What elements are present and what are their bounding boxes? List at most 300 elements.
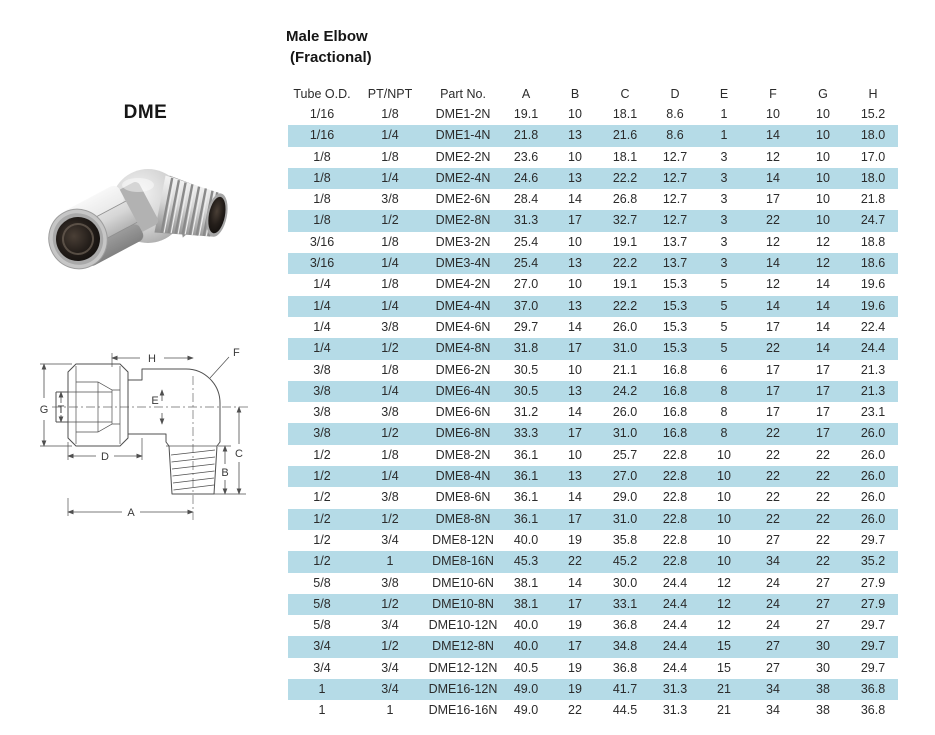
table-cell: DME2-6N [435,192,491,207]
table-cell: 10 [816,170,830,185]
table-cell: DME6-2N [435,362,491,377]
table-cell: 10 [816,149,830,164]
table-cell: 3/4 [381,682,399,697]
table-cell: 14 [568,319,582,334]
table-cell: 21 [717,703,731,718]
table-cell: 22 [766,469,780,484]
table-cell: DME8-8N [435,511,491,526]
table-cell: 14 [816,298,830,313]
table-row [288,210,898,231]
table-cell: 24.4 [662,575,688,590]
table-cell: 27 [766,660,780,675]
table-cell: 36.8 [860,703,886,718]
table-cell: 19.1 [612,234,638,249]
table-cell: 10 [568,234,582,249]
table-cell: 1 [386,554,394,569]
table-cell: 22.4 [860,319,886,334]
table-cell: 31.0 [612,511,638,526]
table-cell: 15 [717,660,731,675]
dim-label-t: T [57,404,65,416]
table-cell: 19 [568,660,582,675]
table-cell: 18.0 [860,170,886,185]
table-cell: 3 [720,149,728,164]
table-cell: 3/16 [309,256,335,271]
table-cell: DME1-4N [435,128,491,143]
table-cell: 40.0 [513,639,539,654]
table-cell: 10 [816,107,830,121]
table-cell: 30 [816,639,830,654]
table-cell: 14 [568,490,582,505]
table-cell: 49.0 [513,703,539,718]
table-cell: 10 [717,447,731,462]
table-cell: 5/8 [313,575,331,590]
table-cell: 27 [766,532,780,547]
table-cell: 34.8 [612,639,638,654]
table-cell: 1/4 [381,298,399,313]
table-row [288,423,898,444]
specular-highlight [122,178,154,192]
table-cell: 12.7 [662,213,688,228]
table-cell: 40.0 [513,618,539,633]
table-cell: DME6-4N [435,383,491,398]
table-cell: 6 [720,362,728,377]
table-cell: 22.8 [662,469,688,484]
table-cell: 34 [766,682,780,697]
table-cell: 22 [766,511,780,526]
table-cell: 14 [766,170,780,185]
table-cell: 17 [568,511,582,526]
dim-label-c: C [235,448,243,460]
table-cell: 21 [717,682,731,697]
table-cell: 24.4 [662,618,688,633]
table-cell: 38.1 [513,596,539,611]
table-cell: DME10-8N [432,596,494,611]
table-cell: 1/2 [313,447,331,462]
table-cell: 1/8 [381,362,399,377]
column-header: C [620,87,630,101]
table-row [288,402,898,423]
header-row [288,84,898,104]
table-cell: 15.3 [662,319,688,334]
table-cell: 17 [568,639,582,654]
table-cell: 22 [766,341,780,356]
table-cell: 14 [816,319,830,334]
table-cell: 13 [568,298,582,313]
table-row [288,147,898,168]
table-cell: 3/8 [381,405,399,420]
table-row [288,615,898,636]
table-cell: 21.3 [860,362,886,377]
table-cell: 8 [720,405,728,420]
table-cell: 25.4 [513,234,539,249]
table-cell: 24.2 [612,383,638,398]
table-cell: 17 [816,362,830,377]
table-row [288,104,898,125]
table-cell: 13 [568,170,582,185]
table-cell: 16.8 [662,383,688,398]
table-cell: 29.7 [513,319,539,334]
table-cell: 16.8 [662,362,688,377]
table-cell: 19 [568,618,582,633]
table-cell: 1/4 [381,128,399,143]
table-cell: 21.6 [612,128,638,143]
table-cell: 22.8 [662,447,688,462]
table-cell: 1/8 [313,170,331,185]
table-cell: 17 [568,596,582,611]
table-cell: 1/4 [381,469,399,484]
table-cell: 24.4 [662,596,688,611]
table-cell: 22 [816,511,830,526]
table-cell: 1/2 [381,511,399,526]
table-cell: DME8-16N [432,554,494,569]
table-cell: 3/4 [381,532,399,547]
table-row [288,189,898,210]
table-cell: 41.7 [612,682,638,697]
column-header: F [769,87,777,101]
table-cell: 23.6 [513,149,539,164]
table-cell: 13.7 [662,256,688,271]
table-cell: 13 [568,256,582,271]
table-cell: 1/4 [381,256,399,271]
table-row [288,594,898,615]
table-row [288,274,898,295]
table-cell: 1/8 [381,149,399,164]
table-cell: 21.8 [860,192,886,207]
table-cell: 22 [816,532,830,547]
table-cell: 34 [766,703,780,718]
table-cell: 25.4 [513,256,539,271]
table-cell: 26.0 [612,319,638,334]
table-cell: 3 [720,234,728,249]
table-cell: 31.0 [612,341,638,356]
table-cell: 26.0 [860,469,886,484]
table-cell: DME12-8N [432,639,494,654]
column-header: A [521,87,531,101]
table-row [288,317,898,338]
table-cell: 1/2 [313,554,331,569]
table-cell: 1/2 [381,213,399,228]
table-cell: 21.8 [513,128,539,143]
table-cell: 19.1 [513,107,539,121]
table-cell: 3/8 [381,192,399,207]
table-cell: 26.8 [612,192,638,207]
table-cell: 22 [766,447,780,462]
table-cell: 10 [816,192,830,207]
table-cell: 27.9 [860,596,886,611]
table-cell: 21.1 [612,362,638,377]
table-cell: 10 [766,107,780,121]
table-cell: 22 [568,703,582,718]
table-cell: 12.7 [662,192,688,207]
table-cell: 17 [568,426,582,441]
table-cell: 13.7 [662,234,688,249]
table-cell: 23.1 [860,405,886,420]
table-cell: 18.1 [612,149,638,164]
dim-label-a: A [127,507,135,519]
table-cell: 24 [766,596,780,611]
column-header: Tube O.D. [293,87,351,101]
page-title [286,26,372,68]
table-cell: 8.6 [666,128,684,143]
table-row [288,338,898,359]
table-cell: 1 [318,682,326,697]
table-cell: 18.6 [860,256,886,271]
table-cell: 22 [816,447,830,462]
table-cell: 29.7 [860,660,886,675]
table-cell: 10 [816,128,830,143]
table-cell: 27 [816,575,830,590]
table-cell: DME16-16N [428,703,498,718]
table-cell: 38.1 [513,575,539,590]
table-cell: 3/4 [381,618,399,633]
table-cell: 34 [766,554,780,569]
table-cell: 1/8 [313,149,331,164]
table-cell: 29.7 [860,639,886,654]
table-cell: 26.0 [860,511,886,526]
table-cell: 5/8 [313,596,331,611]
dim-label-e: E [151,395,159,407]
table-cell: 19.6 [860,277,886,292]
elbow-profile [56,364,220,494]
table-cell: 1/8 [381,277,399,292]
column-header: B [570,87,580,101]
table-cell: 22.8 [662,490,688,505]
table-cell: 10 [717,511,731,526]
table-cell: 19 [568,532,582,547]
table-cell: 26.0 [860,426,886,441]
table-cell: 12 [766,234,780,249]
table-row [288,445,898,466]
table-cell: 14 [568,575,582,590]
table-cell: 44.5 [612,703,638,718]
table-cell: 31.0 [612,426,638,441]
table-cell: DME4-2N [435,277,491,292]
table-cell: 31.3 [662,682,688,697]
table-cell: 1/2 [313,490,331,505]
table-cell: 3/4 [381,660,399,675]
table-cell: 1/8 [381,447,399,462]
table-cell: 19.6 [860,298,886,313]
table-cell: DME8-2N [435,447,491,462]
table-cell: 26.0 [860,447,886,462]
table-row [288,232,898,253]
table-cell: 1/8 [313,213,331,228]
table-cell: 17 [766,383,780,398]
table-cell: 30.5 [513,362,539,377]
table-cell: 10 [816,213,830,228]
table-cell: 12 [717,596,731,611]
table-cell: 24 [766,618,780,633]
column-header: PT/NPT [367,87,413,101]
table-cell: 38 [816,682,830,697]
table-cell: 22 [766,213,780,228]
table-cell: 22.2 [612,298,638,313]
table-cell: 27 [816,618,830,633]
table-cell: 5 [720,319,728,334]
table-cell: DME3-2N [435,234,491,249]
table-cell: DME6-6N [435,405,491,420]
table-cell: 14 [766,298,780,313]
table-cell: 38 [816,703,830,718]
table-cell: 1/4 [313,319,331,334]
table-cell: 26.0 [860,490,886,505]
table-cell: 1/8 [381,234,399,249]
table-cell: 1/8 [381,107,399,121]
table-cell: 37.0 [513,298,539,313]
table-cell: 3 [720,213,728,228]
table-cell: 5/8 [313,618,331,633]
table-cell: 27 [816,596,830,611]
spec-table-body [288,104,898,722]
table-cell: 17 [816,383,830,398]
table-row [288,381,898,402]
dim-label-h: H [148,353,156,365]
table-cell: 24.4 [860,341,886,356]
table-cell: 3/8 [381,490,399,505]
table-cell: 12 [766,149,780,164]
table-cell: 35.8 [612,532,638,547]
table-cell: 3/8 [381,575,399,590]
table-row [288,253,898,274]
table-cell: 15.3 [662,341,688,356]
table-cell: 21.3 [860,383,886,398]
dim-label-d: D [101,451,109,463]
table-cell: 13 [568,383,582,398]
product-series-code: DME [123,102,168,123]
table-cell: DME12-12N [428,660,498,675]
table-cell: 12 [816,256,830,271]
table-cell: 40.0 [513,532,539,547]
table-cell: 27.9 [860,575,886,590]
table-cell: DME3-4N [435,256,491,271]
table-cell: 33.3 [513,426,539,441]
table-cell: DME8-4N [435,469,491,484]
table-cell: 15.3 [662,277,688,292]
table-cell: 5 [720,298,728,313]
table-row [288,125,898,146]
table-cell: DME8-6N [435,490,491,505]
table-cell: 17 [568,341,582,356]
table-cell: 1/4 [313,341,331,356]
table-cell: DME4-4N [435,298,491,313]
table-row [288,658,898,679]
table-cell: 1/2 [381,596,399,611]
table-cell: 14 [766,256,780,271]
table-cell: 49.0 [513,682,539,697]
table-cell: 3/8 [313,405,331,420]
table-cell: 27.0 [612,469,638,484]
table-cell: 18.0 [860,128,886,143]
table-cell: DME2-2N [435,149,491,164]
table-cell: 24.4 [662,660,688,675]
table-cell: 10 [568,277,582,292]
table-cell: 36.1 [513,511,539,526]
table-cell: 1/2 [381,426,399,441]
table-cell: 1/2 [381,639,399,654]
table-cell: 3/4 [313,639,331,654]
table-cell: 36.1 [513,490,539,505]
table-row [288,466,898,487]
table-cell: 17 [766,405,780,420]
table-cell: 22 [766,426,780,441]
dim-label-f: F [233,347,240,359]
table-cell: 45.2 [612,554,638,569]
table-cell: 31.2 [513,405,539,420]
table-cell: 16.8 [662,426,688,441]
table-cell: 22.8 [662,511,688,526]
table-cell: DME16-12N [428,682,498,697]
table-cell: 29.7 [860,532,886,547]
table-cell: 3 [720,170,728,185]
table-cell: DME6-8N [435,426,491,441]
table-cell: 36.1 [513,469,539,484]
table-cell: 19 [568,682,582,697]
table-cell: 8 [720,426,728,441]
table-row [288,168,898,189]
table-cell: 17.0 [860,149,886,164]
table-cell: 1/4 [381,383,399,398]
spec-table-header [288,84,898,104]
table-cell: 10 [717,532,731,547]
table-row [288,551,898,572]
table-cell: DME4-6N [435,319,491,334]
table-cell: 22.8 [662,532,688,547]
table-cell: 3 [720,256,728,271]
table-cell: 17 [816,426,830,441]
table-cell: 24.4 [662,639,688,654]
table-cell: 10 [568,362,582,377]
table-row [288,487,898,508]
dimension-drawing [28,342,276,542]
table-cell: 10 [568,447,582,462]
dim-label-g: G [39,404,49,416]
table-cell: 10 [717,490,731,505]
table-cell: 1 [318,703,326,718]
table-cell: 22 [766,490,780,505]
table-cell: 36.1 [513,447,539,462]
table-cell: 27.0 [513,277,539,292]
table-cell: 22.2 [612,256,638,271]
table-cell: 28.4 [513,192,539,207]
table-cell: 13 [568,469,582,484]
table-cell: 1/2 [313,511,331,526]
table-cell: 8 [720,383,728,398]
table-cell: 12.7 [662,170,688,185]
table-cell: 30 [816,660,830,675]
table-cell: 10 [568,107,582,121]
table-cell: 24.6 [513,170,539,185]
table-cell: 14 [816,277,830,292]
table-cell: 17 [816,405,830,420]
table-cell: 35.2 [860,554,886,569]
column-header: E [719,87,729,101]
table-cell: 10 [568,149,582,164]
table-cell: 14 [766,128,780,143]
table-cell: 3 [720,192,728,207]
table-cell: 12 [766,277,780,292]
table-cell: 1/16 [309,128,335,143]
table-cell: 33.1 [612,596,638,611]
table-cell: 45.3 [513,554,539,569]
table-cell: 30.5 [513,383,539,398]
table-cell: 3/16 [309,234,335,249]
table-cell: 14 [568,405,582,420]
table-cell: 29.0 [612,490,638,505]
table-cell: 29.7 [860,618,886,633]
table-cell: DME2-8N [435,213,491,228]
table-cell: 10 [717,554,731,569]
dim-label-b: B [221,467,229,479]
